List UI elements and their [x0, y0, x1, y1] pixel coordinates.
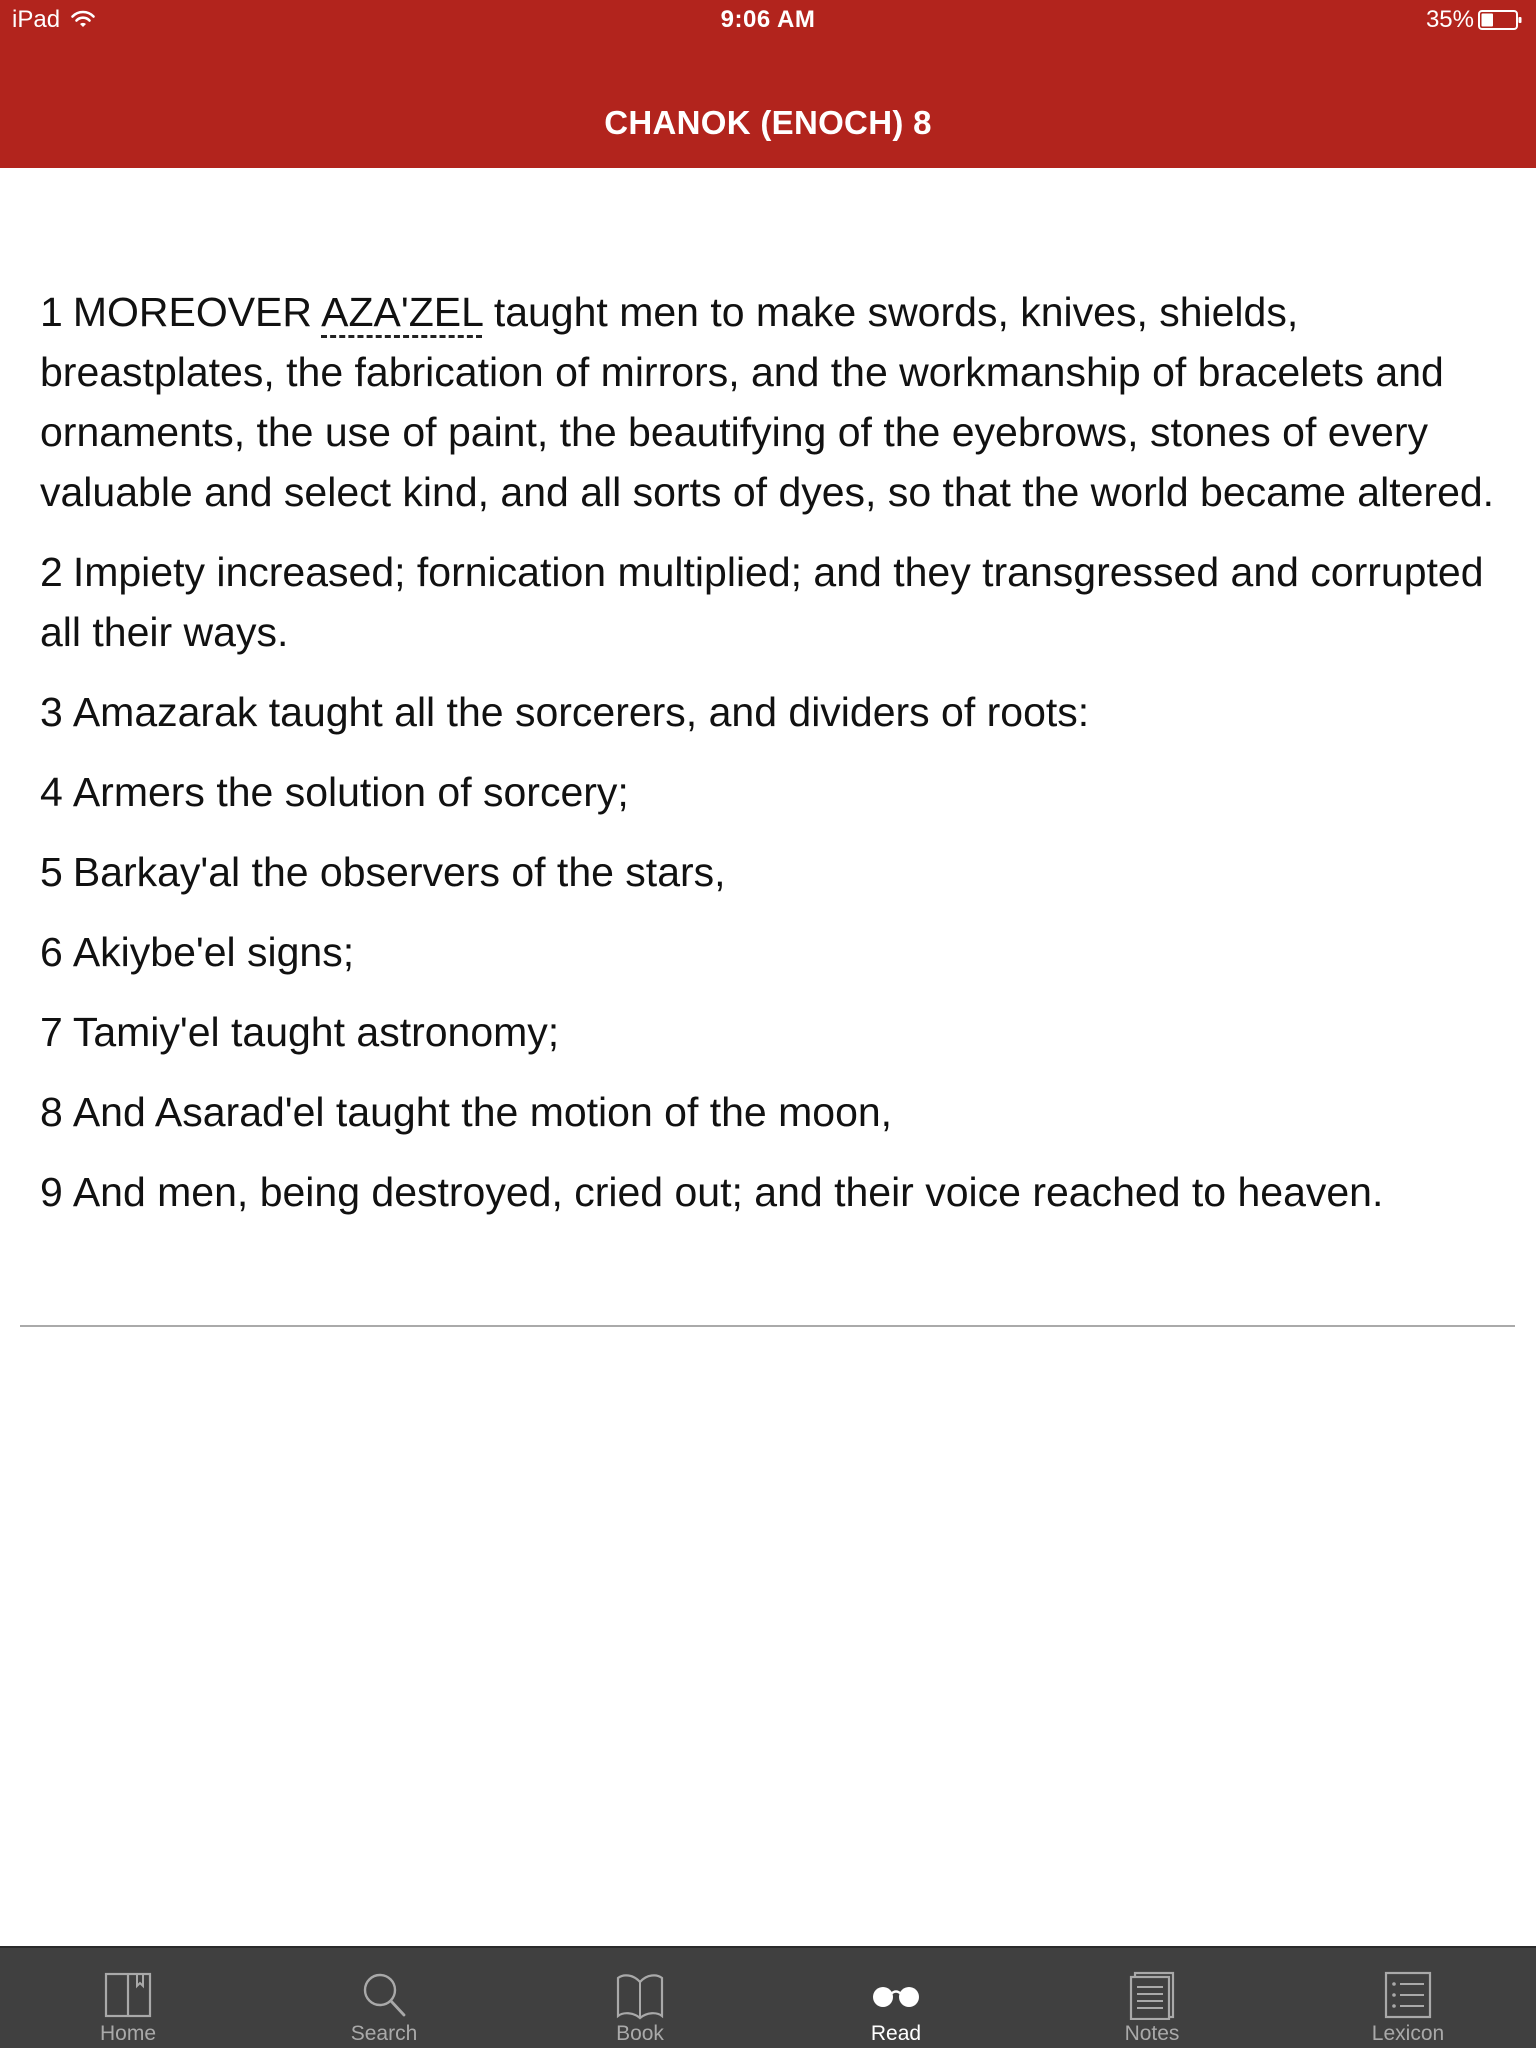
- tab-home[interactable]: [0, 1948, 256, 2048]
- battery-percent: 35%: [1425, 6, 1474, 33]
- tab-label: Book: [616, 2022, 664, 2045]
- status-time: 9:06 AM: [720, 6, 816, 33]
- verse-number: 4: [40, 769, 63, 815]
- tab-label: Read: [870, 2022, 922, 2045]
- tab-read[interactable]: [768, 1948, 1024, 2048]
- status-right: [1426, 6, 1524, 34]
- verse-text: Armers the solution of sorcery;: [72, 769, 629, 815]
- home-book-icon: [101, 1970, 155, 2020]
- verse-number: 5: [40, 849, 63, 895]
- verse-text: Impiety increased; fornication multiplied; and they transgressed and corrupted all their ways.: [40, 549, 1484, 655]
- verse-number: 6: [40, 929, 63, 975]
- verse-5: [40, 842, 1500, 902]
- battery-level-fill: [1482, 14, 1494, 27]
- chapter-end-divider: [20, 1325, 1515, 1327]
- verse-number: 2: [40, 549, 63, 595]
- verse-text: Akiybe'el signs;: [72, 929, 355, 975]
- verse-text: And men, being destroyed, cried out; and their voice reached to heaven.: [72, 1169, 1384, 1215]
- tab-label: Lexicon: [1371, 2022, 1445, 2045]
- verse-number: 8: [40, 1089, 63, 1135]
- verse-text: Barkay'al the observers of the stars,: [72, 849, 726, 895]
- verse-number: 7: [40, 1009, 63, 1055]
- tab-notes[interactable]: [1024, 1948, 1280, 2048]
- search-icon: [357, 1970, 411, 2020]
- open-book-icon: [613, 1970, 667, 2020]
- verse-1: [40, 282, 1500, 522]
- status-bar: [0, 0, 1536, 40]
- verse-3: [40, 682, 1500, 742]
- tab-book[interactable]: [512, 1948, 768, 2048]
- verse-9: [40, 1162, 1500, 1222]
- tab-search[interactable]: [256, 1948, 512, 2048]
- page-title: CHANOK (ENOCH) 8: [604, 104, 932, 141]
- header-bar: [0, 0, 1536, 168]
- verse-number: 3: [40, 689, 63, 735]
- verse-6: [40, 922, 1500, 982]
- lexicon-link-azazel[interactable]: AZA'ZEL: [321, 289, 482, 338]
- verse-text: Tamiy'el taught astronomy;: [72, 1009, 560, 1055]
- device-name: iPad: [12, 6, 61, 33]
- verse-4: [40, 762, 1500, 822]
- verse-number: 1: [40, 289, 63, 335]
- tab-label: Notes: [1124, 2022, 1180, 2045]
- verse-text-post: taught men to make swords, knives, shields, breastplates, the fabrication of mirrors, and the workmanship of bracelets and ornaments, the use of paint, the beautifying of the eyebrows, stones of every valuable and select kind, and all sorts of dyes, so that the world became altered.: [40, 289, 1495, 515]
- verse-8: [40, 1082, 1500, 1142]
- tab-lexicon[interactable]: [1280, 1948, 1536, 2048]
- verse-text: Amazarak taught all the sorcerers, and dividers of roots:: [72, 689, 1090, 735]
- tab-label: Home: [99, 2022, 157, 2045]
- tab-label: Search: [350, 2022, 418, 2045]
- tab-bar: [0, 1946, 1536, 2048]
- verse-text: And Asarad'el taught the motion of the moon,: [72, 1089, 893, 1135]
- chapter-content: [40, 282, 1500, 1242]
- verse-7: [40, 1002, 1500, 1062]
- verse-2: [40, 542, 1500, 662]
- notes-icon: [1125, 1970, 1179, 2020]
- verse-number: 9: [40, 1169, 63, 1215]
- list-icon: [1381, 1970, 1435, 2020]
- verse-text-pre: MOREOVER: [72, 289, 313, 335]
- battery-icon: [1478, 9, 1524, 31]
- glasses-icon: [869, 1970, 923, 2020]
